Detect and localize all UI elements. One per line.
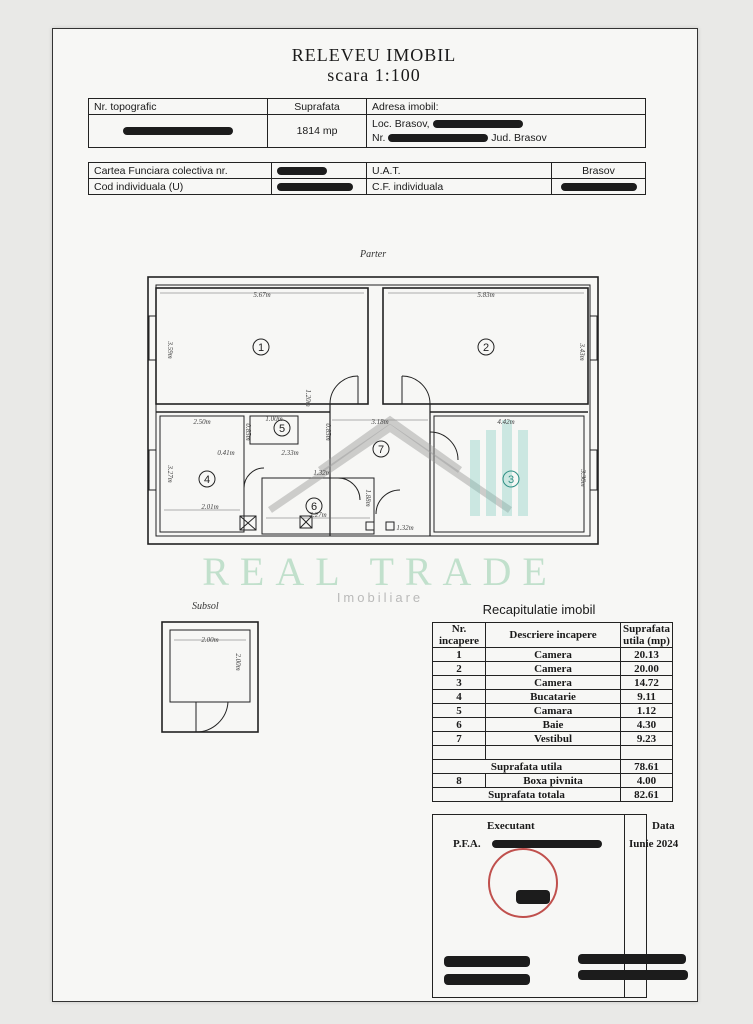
table-row bbox=[433, 648, 673, 662]
recap-cell-suprafata: 4.30 bbox=[621, 718, 673, 732]
recap-cell-nr: 1 bbox=[433, 648, 486, 662]
vent-box bbox=[366, 522, 374, 530]
recap-header-descriere: Descriere incapere bbox=[486, 623, 621, 648]
certification-stamp bbox=[488, 848, 558, 918]
cf-individuala-label: C.F. individuala bbox=[367, 179, 552, 195]
dimension-label: 3.36m bbox=[579, 469, 587, 487]
watermark-brand: REAL TRADE bbox=[202, 549, 558, 594]
dimension-label: 0.41m bbox=[217, 449, 235, 457]
executant-label: Executant bbox=[487, 820, 535, 832]
recap-cell-descriere: Boxa pivnita bbox=[486, 774, 621, 788]
basement-door bbox=[196, 702, 228, 732]
table-row bbox=[433, 690, 673, 704]
loc-label: Loc. Brasov, bbox=[372, 118, 430, 130]
recap-cell-descriere: Camara bbox=[486, 704, 621, 718]
nr-label: Nr. bbox=[372, 132, 386, 144]
table-row bbox=[433, 746, 673, 760]
data-label: Data bbox=[652, 820, 675, 832]
table-row bbox=[433, 662, 673, 676]
recap-cell-nr: 7 bbox=[433, 732, 486, 746]
recap-cell-descriere: Camera bbox=[486, 662, 621, 676]
recap-cell-empty bbox=[486, 746, 621, 760]
uat-value: Brasov bbox=[552, 163, 646, 179]
recap-cell-descriere: Bucatarie bbox=[486, 690, 621, 704]
window bbox=[149, 316, 156, 360]
window bbox=[590, 450, 597, 490]
suprafata-value: 1814 mp bbox=[268, 115, 367, 148]
table-row bbox=[433, 760, 673, 774]
dimension-label: 2.00m bbox=[201, 636, 219, 644]
dimension-label: 5.83m bbox=[477, 291, 495, 299]
redacted-block bbox=[444, 974, 530, 985]
recap-header-suprafata: Suprafata utila (mp) bbox=[621, 623, 673, 648]
table-row bbox=[433, 704, 673, 718]
recap-cell-descriere: Baie bbox=[486, 718, 621, 732]
dimension-label: 3.59m bbox=[166, 341, 174, 359]
dimension-label: 2.00m bbox=[234, 653, 242, 671]
recap-cell-empty bbox=[433, 746, 486, 760]
room-number: 5 bbox=[278, 423, 286, 435]
room-number: 3 bbox=[507, 474, 515, 486]
document-scale: scara 1:100 bbox=[327, 65, 421, 85]
door-swing bbox=[402, 376, 430, 404]
data-value: Iunie 2024 bbox=[629, 838, 679, 850]
cf-colectiva-label: Cartea Funciara colectiva nr. bbox=[89, 163, 272, 179]
dimension-label: 1.00m bbox=[265, 415, 283, 423]
dimension-label: 2.50m bbox=[193, 418, 211, 426]
suprafata-totala-value: 82.61 bbox=[621, 788, 673, 802]
recap-table bbox=[432, 622, 673, 802]
jud-label: Jud. Brasov bbox=[491, 132, 547, 144]
suprafata-label: Suprafata bbox=[268, 99, 367, 115]
dimension-label: 3.43m bbox=[578, 343, 586, 361]
door-swing bbox=[376, 490, 400, 514]
dimension-label: 4.42m bbox=[497, 418, 515, 426]
dimension-label: 3.27m bbox=[166, 465, 174, 483]
redacted-block bbox=[578, 954, 686, 964]
recap-cell-suprafata: 14.72 bbox=[621, 676, 673, 690]
redacted-block bbox=[516, 890, 550, 904]
dimension-label: 0.85m bbox=[324, 423, 332, 441]
watermark-sub: Imobiliare bbox=[336, 590, 424, 605]
dimension-label: 3.18m bbox=[371, 418, 389, 426]
dimension-label: 2.01m bbox=[201, 503, 219, 511]
recap-cell-nr: 4 bbox=[433, 690, 486, 704]
recap-title: Recapitulatie imobil bbox=[482, 602, 596, 617]
table-row bbox=[433, 718, 673, 732]
recap-cell-suprafata: 9.11 bbox=[621, 690, 673, 704]
dimension-label: 1.32m bbox=[313, 469, 331, 477]
suprafata-totala-label: Suprafata totala bbox=[433, 788, 621, 802]
door-swing bbox=[338, 478, 360, 500]
vent-box bbox=[386, 522, 394, 530]
recap-cell-descriere: Camera bbox=[486, 648, 621, 662]
window bbox=[590, 316, 597, 360]
dimension-label: 1.88m bbox=[364, 489, 372, 507]
suprafata-utila-value: 78.61 bbox=[621, 760, 673, 774]
recap-cell-descriere: Vestibul bbox=[486, 732, 621, 746]
dimension-label: 1.32m bbox=[396, 524, 414, 532]
adresa-label: Adresa imobil: bbox=[367, 99, 646, 115]
dimension-label: 1.20m bbox=[304, 389, 312, 407]
recap-cell-empty bbox=[621, 746, 673, 760]
recap-cell-nr: 2 bbox=[433, 662, 486, 676]
room-number: 7 bbox=[377, 444, 385, 456]
recap-cell-nr: 8 bbox=[433, 774, 486, 788]
dimension-label: 2.27m bbox=[309, 511, 327, 519]
redacted-block bbox=[444, 956, 530, 967]
room-number: 4 bbox=[203, 474, 211, 486]
recap-header-nr: Nr. incapere bbox=[433, 623, 486, 648]
table-row bbox=[433, 676, 673, 690]
dimension-label: 2.33m bbox=[281, 449, 299, 457]
recap-cell-nr: 3 bbox=[433, 676, 486, 690]
room-number: 2 bbox=[482, 342, 490, 354]
redacted-block bbox=[492, 840, 602, 848]
door-swing bbox=[244, 468, 264, 488]
recap-cell-descriere: Camera bbox=[486, 676, 621, 690]
recap-cell-suprafata: 1.12 bbox=[621, 704, 673, 718]
room-number: 1 bbox=[257, 342, 265, 354]
nr-topografic-label: Nr. topografic bbox=[89, 99, 268, 115]
document-title: RELEVEU IMOBIL bbox=[291, 45, 457, 65]
uat-label: U.A.T. bbox=[367, 163, 552, 179]
table-row bbox=[433, 774, 673, 788]
recap-body bbox=[433, 648, 673, 802]
recap-cell-nr: 5 bbox=[433, 704, 486, 718]
recap-cell-suprafata: 20.00 bbox=[621, 662, 673, 676]
room-number: 6 bbox=[310, 501, 318, 513]
dimension-label: 5.67m bbox=[253, 291, 271, 299]
suprafata-utila-label: Suprafata utila bbox=[433, 760, 621, 774]
recap-cell-nr: 6 bbox=[433, 718, 486, 732]
table-row bbox=[433, 788, 673, 802]
recap-cell-suprafata: 4.00 bbox=[621, 774, 673, 788]
cod-individual-label: Cod individuala (U) bbox=[89, 179, 272, 195]
window bbox=[149, 450, 156, 490]
dimension-label: 0.85m bbox=[244, 423, 252, 441]
recap-cell-suprafata: 9.23 bbox=[621, 732, 673, 746]
table-row bbox=[433, 732, 673, 746]
redacted-block bbox=[578, 970, 688, 980]
subsol-label: Subsol bbox=[192, 601, 219, 612]
executant-name: P.F.A. bbox=[453, 838, 481, 850]
recap-cell-suprafata: 20.13 bbox=[621, 648, 673, 662]
door-swing bbox=[330, 376, 358, 404]
parter-label: Parter bbox=[360, 249, 387, 260]
